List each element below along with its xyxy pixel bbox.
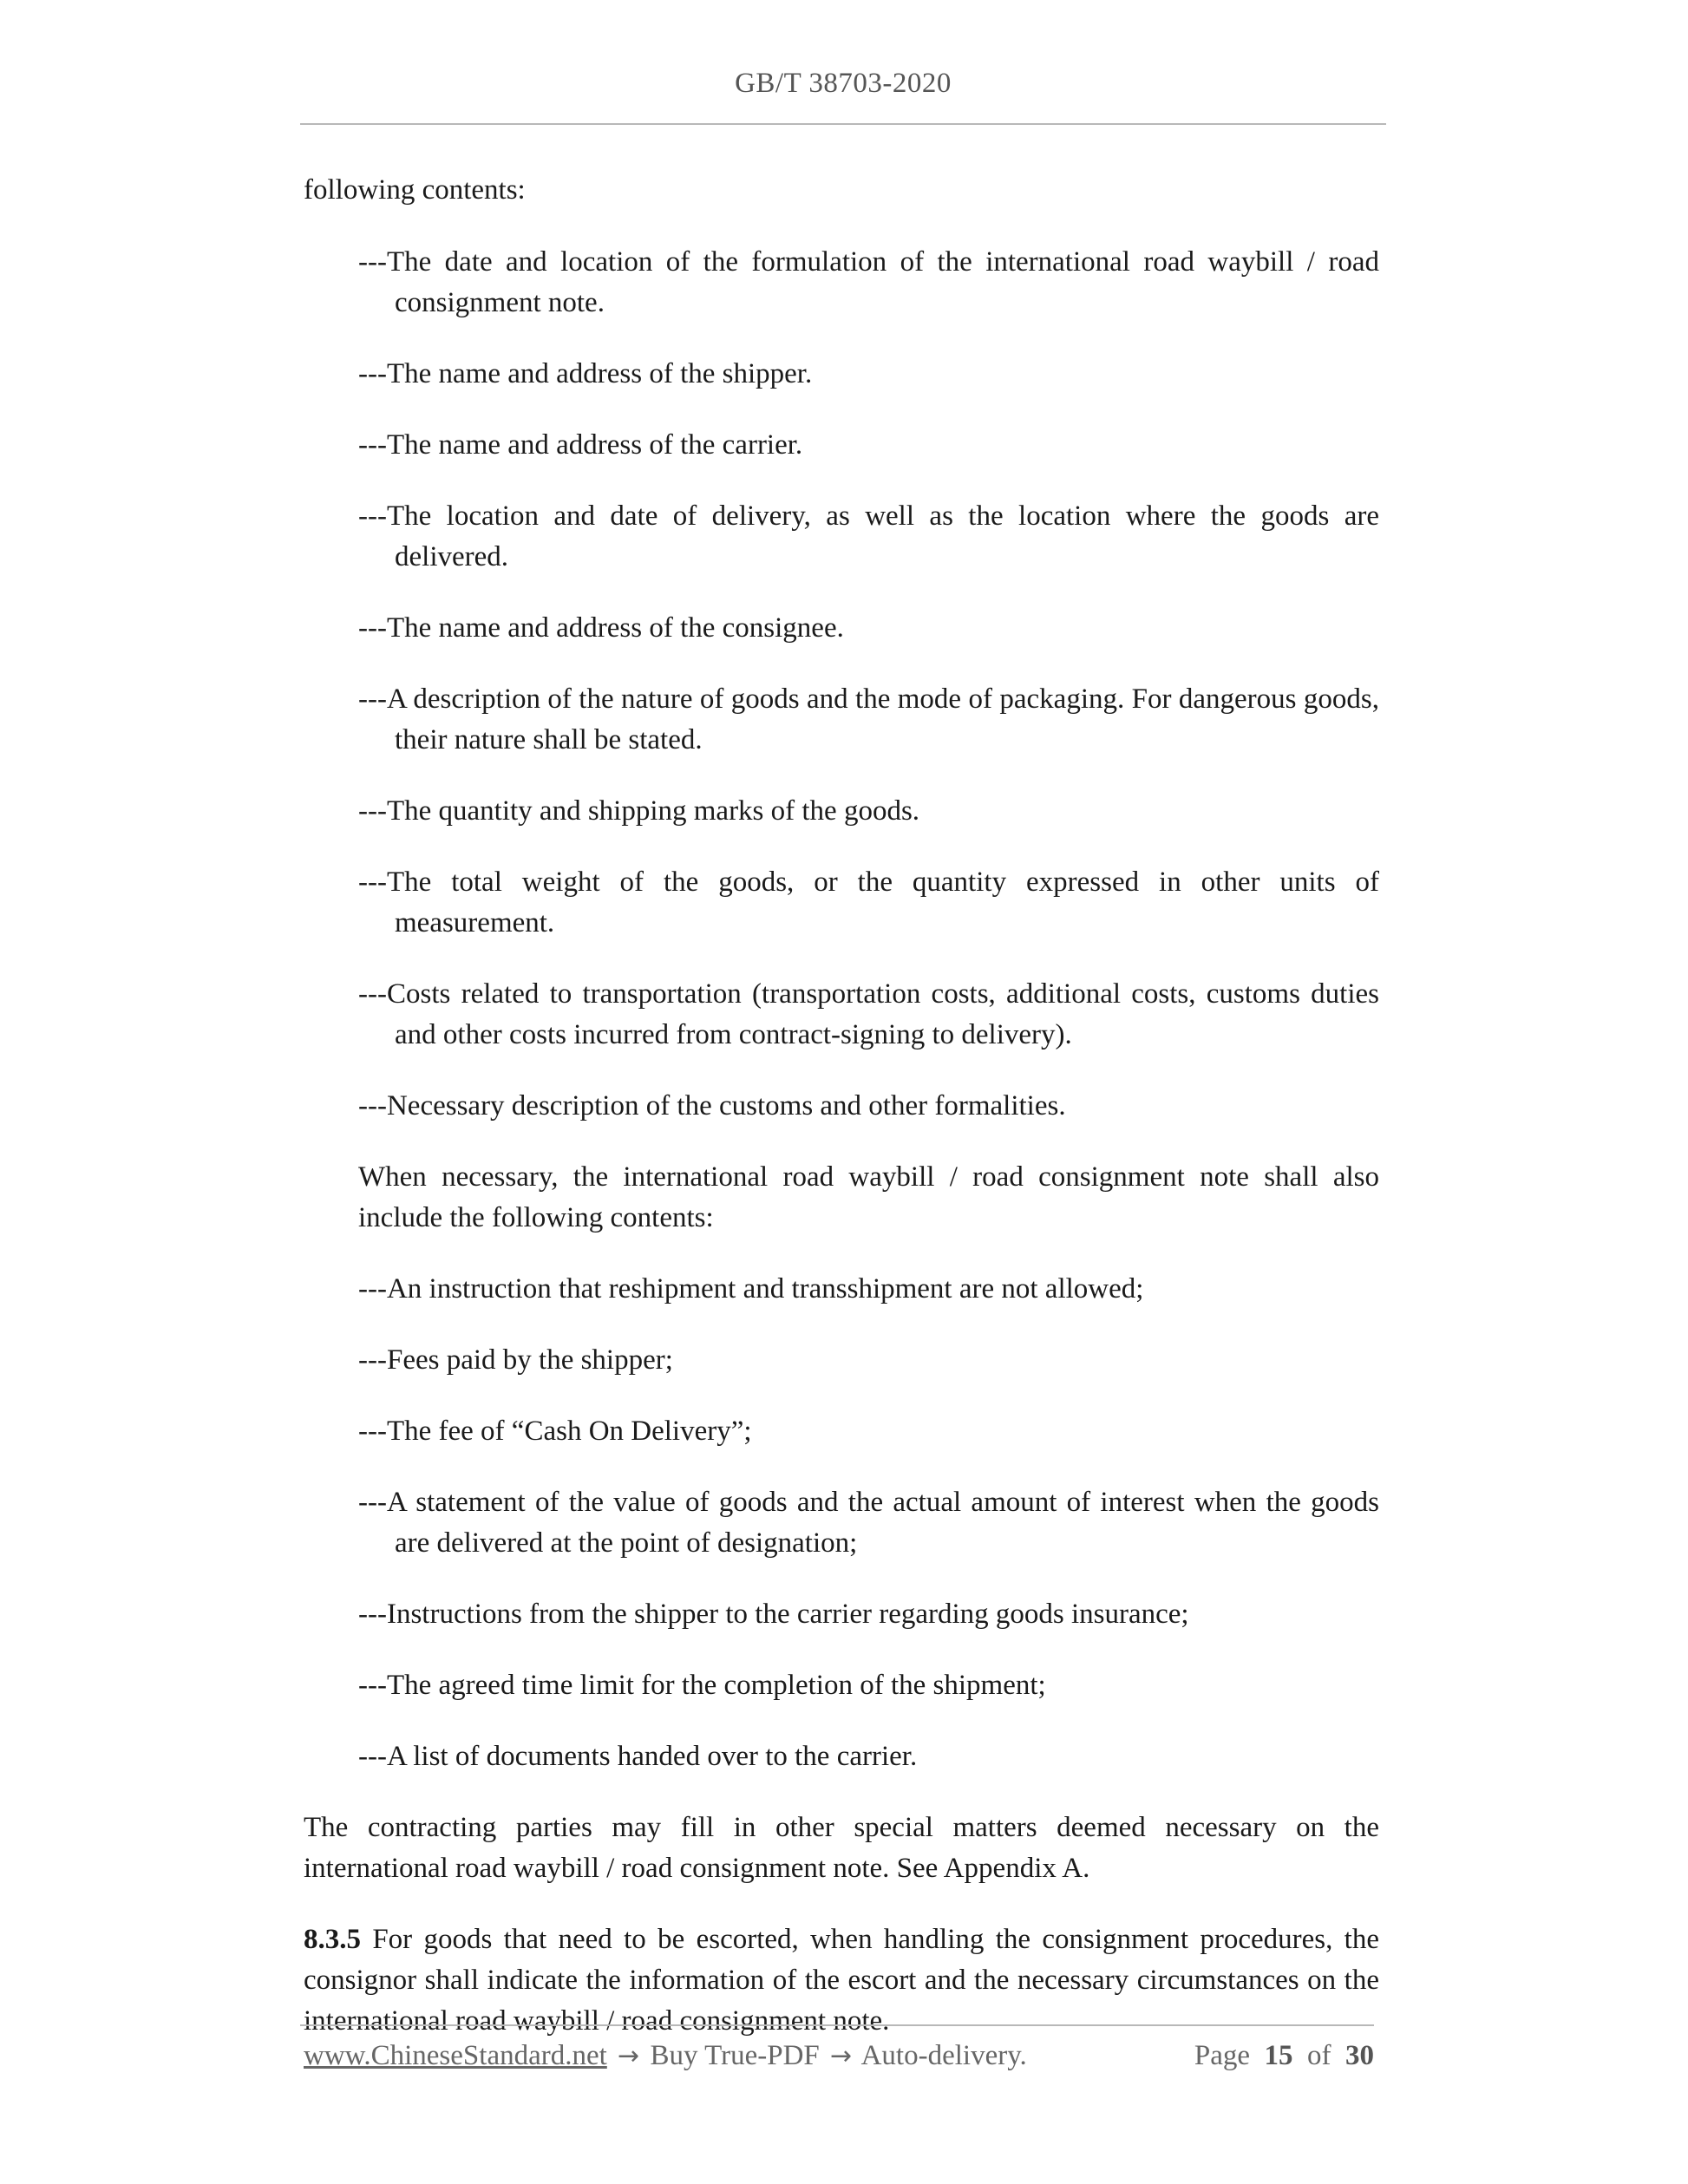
list-item: ---A statement of the value of goods and the actual amount of interest when the goods are delivered at the point of designation; — [358, 1487, 1379, 1559]
header-divider — [300, 123, 1386, 125]
page-indicator — [1194, 2040, 1374, 2072]
page-current: 15 — [1264, 2040, 1293, 2071]
list-item: ---The location and date of delivery, as well as the location where the goods are delivered. — [358, 500, 1379, 572]
list-item: ---Fees paid by the shipper; — [358, 1344, 673, 1376]
delivery-text: Auto-delivery. — [860, 2040, 1027, 2071]
list-item: ---An instruction that reshipment and transshipment are not allowed; — [358, 1273, 1144, 1305]
page-total: 30 — [1345, 2040, 1374, 2071]
standard-number-header: GB/T 38703-2020 — [735, 68, 952, 99]
clause-8-3-5 — [304, 1919, 1379, 2042]
document-body — [304, 170, 1379, 2072]
site-link[interactable]: www.ChineseStandard.net — [304, 2040, 607, 2071]
contracting-parties-paragraph: The contracting parties may fill in other special matters deemed necessary on the international road waybill / road consignment note. See Appendix A. — [304, 1812, 1379, 1884]
arrow-right-icon: → — [830, 2041, 853, 2071]
list-item: ---The name and address of the carrier. — [358, 429, 803, 461]
list-item: ---The quantity and shipping marks of the goods. — [358, 795, 920, 827]
footer-divider — [300, 2024, 1374, 2026]
list-item: ---A list of documents handed over to the carrier. — [358, 1741, 918, 1772]
list-item: ---The fee of “Cash On Delivery”; — [358, 1416, 752, 1447]
list-item: ---Instructions from the shipper to the carrier regarding goods insurance; — [358, 1599, 1189, 1630]
clause-number: 8.3.5 — [304, 1924, 361, 1955]
list-item: ---Costs related to transportation (transportation costs, additional costs, customs duties and other costs incurred from contract-signing to delivery). — [358, 978, 1379, 1050]
list-item: ---A description of the nature of goods and the mode of packaging. For dangerous goods, their nature shall be stated. — [358, 683, 1379, 755]
intro-line: following contents: — [304, 174, 526, 206]
of-label: of — [1307, 2040, 1331, 2071]
list-item: ---The name and address of the consignee. — [358, 612, 844, 644]
list-item: ---The name and address of the shipper. — [358, 358, 813, 389]
clause-text: For goods that need to be escorted, when handling the consignment procedures, the consignor shall indicate the information of the escort and the necessary circumstances on the international road waybill / road consignment note. — [304, 1924, 1379, 2037]
list-item: ---The date and location of the formulation of the international road waybill / road consignment note. — [358, 246, 1379, 318]
list-item: ---The agreed time limit for the completion of the shipment; — [358, 1670, 1046, 1701]
list-item: ---Necessary description of the customs and other formalities. — [358, 1090, 1066, 1121]
footer-promo — [304, 2040, 1027, 2072]
arrow-right-icon: → — [618, 2041, 640, 2071]
list-item: ---The total weight of the goods, or the quantity expressed in other units of measurement. — [358, 866, 1379, 938]
when-necessary-paragraph: When necessary, the international road waybill / road consignment note shall also include the following contents: — [358, 1161, 1379, 1233]
page-label: Page — [1194, 2040, 1250, 2071]
page-footer — [304, 2040, 1374, 2072]
buy-text: Buy True-PDF — [650, 2040, 820, 2071]
